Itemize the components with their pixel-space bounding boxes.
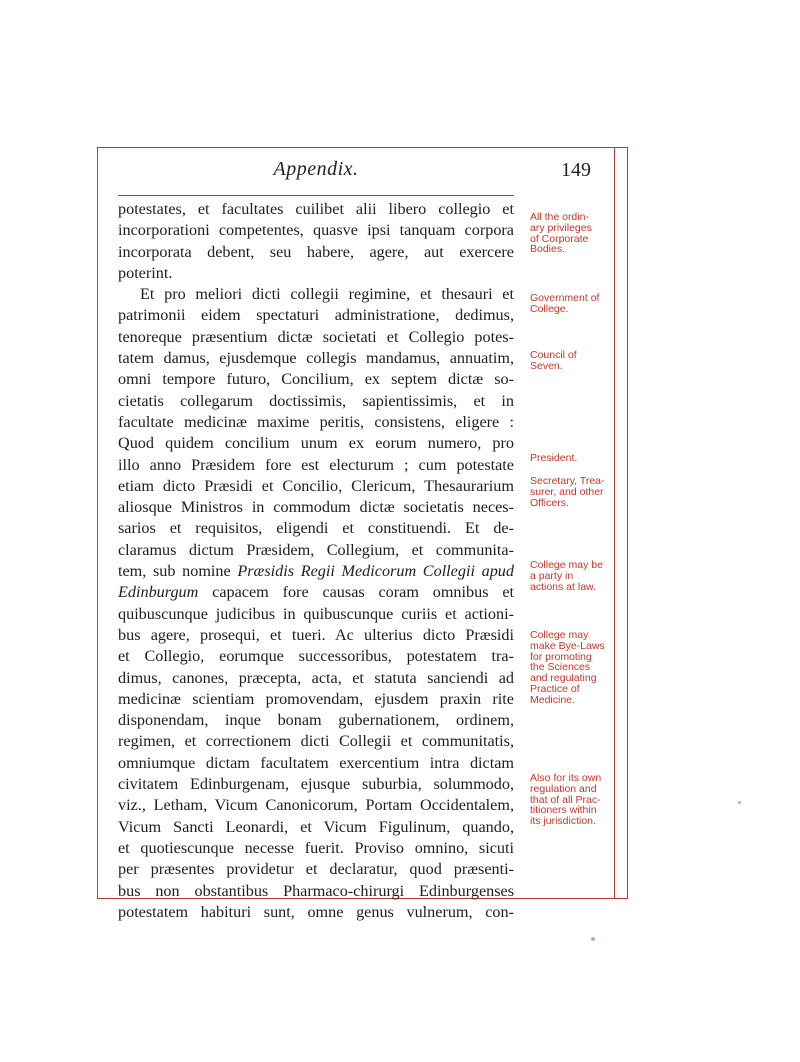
body-line-mixed [118,561,514,582]
body-line: illo anno Præsidem fore est electurum ; cum potestate [118,455,514,474]
italic-phrase: Præsidis Regii Medicorum Collegii apud [237,562,514,581]
sidenote-privileges: All the ordin- ary privileges of Corporate Bodies. [530,211,592,256]
body-line: et quotiescunque necesse fuerit. Proviso omnino, sicuti [118,838,514,857]
sidenote-government: Government of College. [530,292,600,315]
body-line: civitatem Edinburgenam, ejusque suburbia, solummodo, [118,775,514,794]
body-line: regimen, et correctionem dicti Collegii et communitatis, [118,732,514,751]
sidenote-actions-at-law: College may be a party in actions at law. [530,559,603,593]
sidenote-bye-laws: College may make Bye-Laws for promoting the Sciences and regulating Practice of Medicine. [530,629,605,706]
body-line: facultate medicinæ maxime peritis, consistens, eligere : [118,412,514,431]
body-line: quibuscunque judicibus in quibuscunque curiis et actioni- [118,604,514,623]
body-line-part: capacem fore causas coram omnibus et [212,583,514,602]
body-text [118,199,514,923]
body-line: omni tempore futuro, Concilium, ex septem dictæ so- [118,370,514,389]
body-line: incorporata debent, seu habere, agere, aut exercere [118,242,514,261]
body-line: bus non obstantibus Pharmaco-chirurgi Edinburgenses [118,881,514,900]
sidenote-council: Council of Seven. [530,349,577,372]
body-line: tatem damus, ejusdemque collegis mandamus, annuatim, [118,349,514,368]
body-line: claramus dictum Præsidem, Collegium, et communita- [118,540,514,559]
sidenote-officers: Secretary, Trea- surer, and other Officers. [530,475,605,509]
body-line: bus agere, prosequi, et tueri. Ac ulterius dicto Præsidi [118,625,514,644]
body-line: omniumque dictam facultatem exercentium intra dictam [118,753,514,772]
body-line: medicinæ scientiam promovendam, ejusdem praxin rite [118,689,514,708]
body-line: Quod quidem concilium unum ex eorum numero, pro [118,434,514,453]
body-line: potestates, et facultates cuilibet alii libero collegio et [118,200,514,218]
paper-speck [591,937,595,941]
body-line: incorporationi competentes, quasve ipsi tanquam corpora [118,221,514,240]
body-line-part: tem, sub nomine [118,562,231,581]
body-line: tenoreque præsentium dictæ societati et Collegio potes- [118,327,514,346]
paper-speck [738,801,741,804]
body-line: viz., Letham, Vicum Canonicorum, Portam Occidentalem, [118,796,514,815]
body-line-mixed [118,582,514,603]
body-line: Vicum Sancti Leonardi, et Vicum Figulinum, quando, [118,817,514,836]
body-line: patrimonii eidem spectaturi administratione, dedimus, [118,306,514,325]
body-line: dimus, canones, præcepta, acta, et statuta sanciendi ad [118,668,514,687]
body-line: disponendam, inque bonam gubernationem, ordinem, [118,711,514,730]
sidenote-president: President. [530,452,578,464]
italic-phrase: Edinburgum [118,583,199,602]
body-line: poterint. [118,263,173,282]
page-number: 149 [561,159,591,181]
sidenote-jurisdiction: Also for its own regulation and that of all Prac- titioners within its jurisdiction. [530,772,602,828]
body-line: Et pro meliori dicti collegii regimine, et thesauri et [140,285,514,304]
body-line: et Collegio, eorumque successoribus, potestatem tra- [118,647,514,666]
body-line: etiam dicto Præsidi et Concilio, Clericum, Thesaurarium [118,476,514,495]
running-head: Appendix. [273,158,359,180]
body-line: aliosque Ministros in commodum dictæ societatis neces- [118,498,514,517]
body-line: potestatem habituri sunt, omne genus vulnerum, con- [118,902,514,921]
body-line: sarios et requisitos, eligendi et constituendi. Et de- [118,519,514,538]
body-line: per præsentes providetur et declaratur, quod præsenti- [118,860,514,879]
body-line: cietatis collegarum doctissimis, sapientissimis, et in [118,391,514,410]
header-rule [118,195,514,196]
